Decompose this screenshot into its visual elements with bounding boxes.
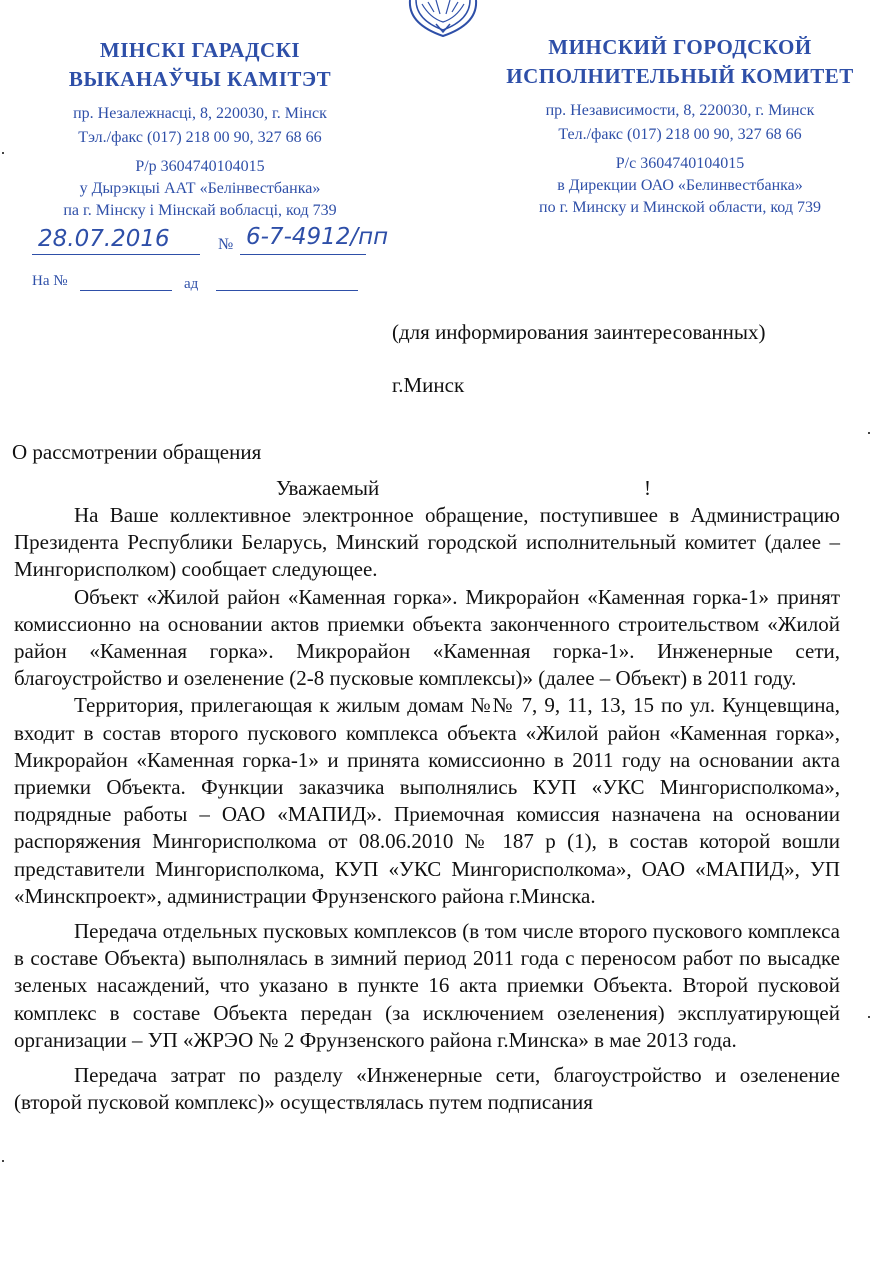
recipient: (для информирования заинтересованных) <box>392 320 766 344</box>
salutation <box>276 474 656 502</box>
org-name-line1: МИНСКИЙ ГОРОДСКОЙ <box>548 35 812 59</box>
scan-speck <box>2 152 4 154</box>
city: г.Минск <box>392 373 465 397</box>
bank-region: по г. Минску и Минской области, код 739 <box>539 199 821 216</box>
bank-name: у Дырэкцыі ААТ «Белінвестбанка» <box>79 180 321 197</box>
org-phone: Тэл./факс (017) 218 00 90, 327 68 66 <box>78 129 322 146</box>
bank-name: в Дирекции ОАО «Белинвестбанка» <box>557 177 803 194</box>
org-name-line2: ВЫКАНАЎЧЫ КАМІТЭТ <box>68 67 332 91</box>
body-paragraph: Передача отдельных пусковых комплексов (в том числе второго пускового комплекса в составе Объекта) выполнялась в зимний период 2011 года с переносом работ по высадке зеленых насаждений, что указано в пункте 16 акта приемки Объекта. Второй пусковой комплекс в составе Объекта передан (за исключением озеленения) эксплуатирующей организации – УП «ЖРЭО № 2 Фрунзенского района г.Минска» в мае 2013 года. <box>14 919 840 1052</box>
bank-region: па г. Мінску і Мінскай вобласці, код 739 <box>63 202 337 219</box>
body-paragraph: На Ваше коллективное электронное обращение, поступившее в Администрацию Президента Республики Беларусь, Минский городской исполнительный комитет (далее – Мингорисполком) сообщает следующее. <box>14 503 840 582</box>
org-name-line1: МІНСКІ ГАРАДСКІ <box>99 38 301 62</box>
scan-speck <box>868 432 870 434</box>
body-paragraph: Территория, прилегающая к жилым домам №№ 7, 9, 11, 13, 15 по ул. Кунцевщина, входит в состав второго пускового комплекса объекта «Жилой район «Каменная горка», Микрорайон «Каменная горка-1» и принята комиссионно в 2011 году на основании акта приемки Объекта. Функции заказчика выполнялись КУП «УКС Мингорисполкома», подрядные работы – ОАО «МАПИД». Приемочная комиссия назначена на основании распоряжения Мингорисполкома от 08.06.2010 № 187 р (1), в состав которой вошли представители Мингорисполкома, КУП «УКС Мингорисполкома», ОАО «МАПИД», УП «Минскпроект», администрации Фрунзенского района г.Минска. <box>14 693 840 908</box>
number-underline <box>240 254 366 255</box>
bank-account: Р/с 3604740104015 <box>615 155 745 172</box>
letterhead-belarusian <box>30 36 370 222</box>
salutation-exclamation: ! <box>644 476 651 500</box>
org-address: пр. Незалежнасці, 8, 220030, г. Мінск <box>73 105 327 122</box>
bank-account: Р/р 3604740104015 <box>135 158 265 175</box>
salutation-text: Уважаемый <box>276 476 380 500</box>
scan-speck <box>2 1160 4 1162</box>
ref-date-blank <box>216 290 358 291</box>
ref-number-blank <box>80 290 172 291</box>
body-paragraph: Объект «Жилой район «Каменная горка». Микрорайон «Каменная горка-1» принят комиссионно на основании актов приемки объекта законченного строительством «Жилой район «Каменная горка». Микрорайон «Каменная горка-1». Инженерные сети, благоустройство и озеленение (2-8 пусковые комплексы)» (далее – Объект) в 2011 году. <box>14 584 840 691</box>
subject-line: О рассмотрении обращения <box>12 440 262 464</box>
letterhead-russian <box>495 33 865 219</box>
body-paragraph: Передача затрат по разделу «Инженерные сети, благоустройство и озеленение (второй пусковой комплекс)» осуществлялась путем подписания <box>14 1063 840 1115</box>
org-name-line2: ИСПОЛНИТЕЛЬНЫЙ КОМИТЕТ <box>506 64 854 88</box>
handwritten-number: 6-7-4912/пп <box>246 224 389 250</box>
handwritten-date: 28.07.2016 <box>38 226 170 252</box>
scan-speck <box>868 1016 870 1018</box>
number-label: № <box>218 236 234 253</box>
letter-body <box>14 502 840 1116</box>
ref-from-label: ад <box>184 276 199 292</box>
date-underline <box>32 254 200 255</box>
org-phone: Тел./факс (017) 218 00 90, 327 68 66 <box>558 126 802 143</box>
coat-of-arms-emblem <box>400 0 486 38</box>
org-address: пр. Независимости, 8, 220030, г. Минск <box>545 102 815 119</box>
ref-number-label: На № <box>32 273 68 289</box>
